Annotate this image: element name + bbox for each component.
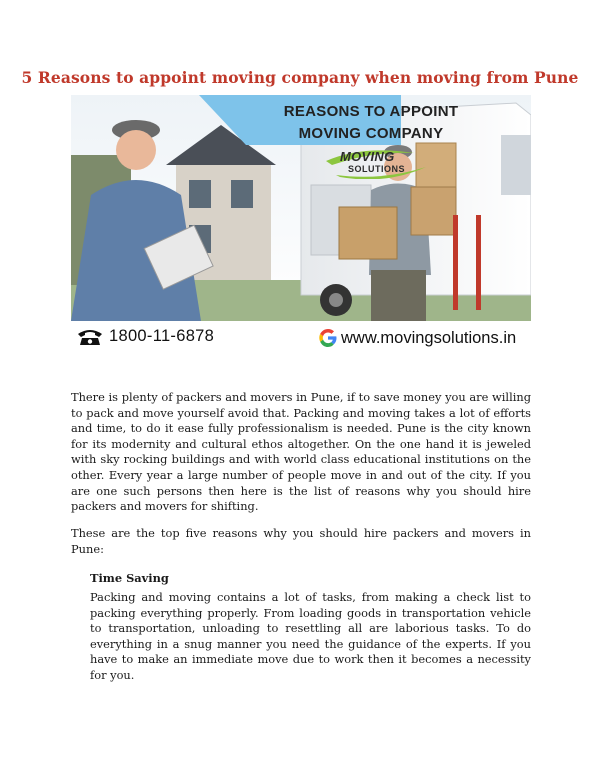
company-logo	[322, 147, 432, 179]
website-contact	[317, 327, 516, 349]
logo-text-top: MOVING	[340, 149, 395, 164]
section-heading: Time Saving	[90, 571, 169, 585]
google-icon	[317, 327, 339, 349]
website-url[interactable]: www.movingsolutions.in	[341, 328, 517, 347]
banner-headline	[271, 101, 471, 145]
lead-paragraph: These are the top five reasons why you should hire packers and movers in Pune:	[71, 526, 531, 556]
logo-text-bottom: SOLUTIONS	[348, 164, 406, 174]
page-title: 5 Reasons to appoint moving company when moving from Pune	[21, 68, 579, 87]
contact-bar	[71, 321, 531, 357]
telephone-icon	[77, 328, 103, 346]
banner-headline-line2: MOVING COMPANY	[298, 125, 444, 142]
phone-contact	[77, 327, 214, 346]
intro-paragraph: There is plenty of packers and movers in Pune, if to save money you are willing to pack and move yourself avoid that. Packing and moving takes a lot of efforts and time, to do it ease fully professionalism is needed. Pune is the city known for its modernity and cultural ethos altogether. On the one hand it is jeweled with sky rocking buildings and with world class educational institutions on the other. Every year a large number of people move in and out of the city. If you are one such persons then here is the list of reasons why you should hire packers and movers for shifting.	[71, 390, 531, 514]
section-paragraph: Packing and moving contains a lot of tasks, from making a check list to packing everything properly. From loading goods in transportation vehicle to transportation, unloading to resettling all are laborious tasks. To do everything in a snug manner you need the guidance of the experts. If you have to make an immediate move due to work then it becomes a necessity for you.	[90, 590, 531, 682]
banner-headline-line1: REASONS TO APPOINT	[283, 103, 459, 120]
phone-number: 1800-11-6878	[109, 327, 215, 345]
